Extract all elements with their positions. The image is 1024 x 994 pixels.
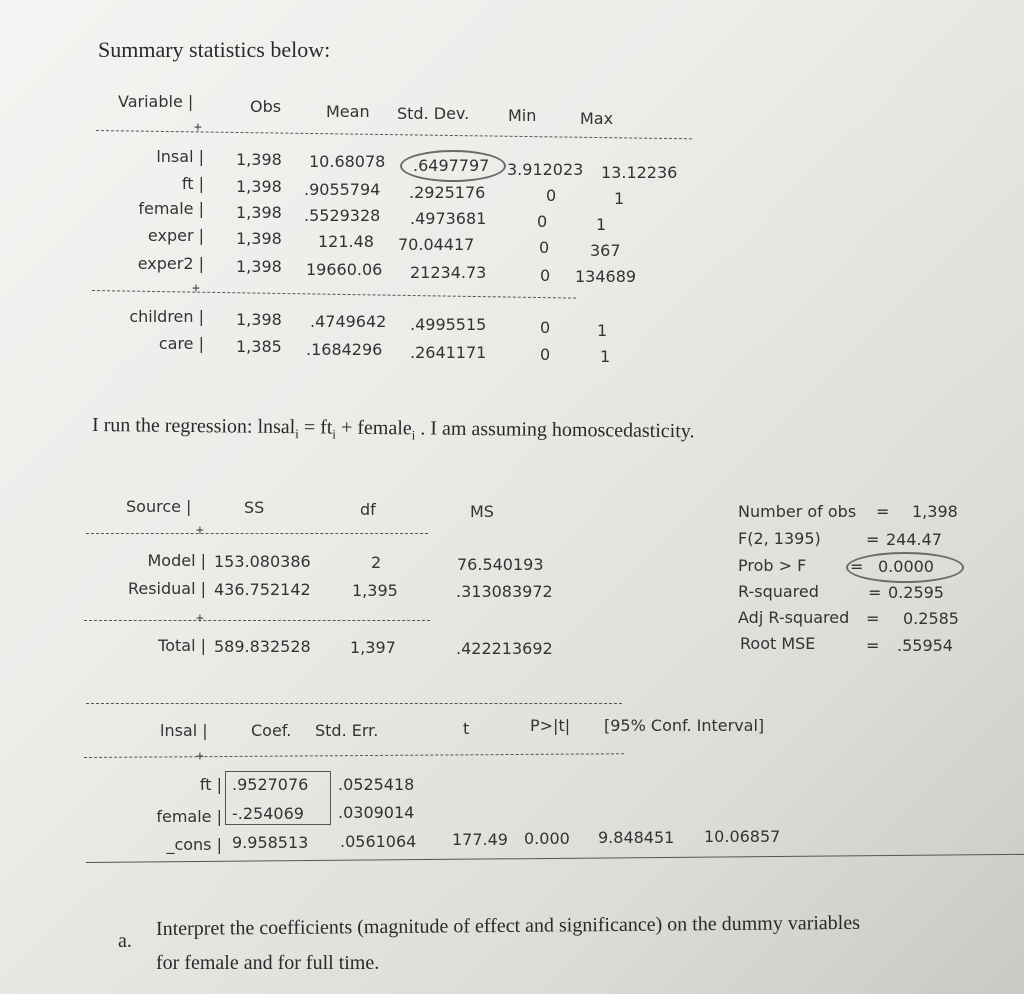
divider-plus: + [196,523,204,538]
table-cell: 0 [539,238,550,257]
table-row-label: exper2 | [137,254,204,273]
table-cell: 0.000 [524,829,570,848]
header-divider [86,533,428,534]
table-cell: .313083972 [456,582,553,601]
table-cell: 0 [546,186,557,205]
table-cell: 9.848451 [598,828,675,847]
table-cell: 0 [540,318,551,337]
table-cell: .2925176 [409,183,486,202]
stat-label: Adj R-squared [738,608,850,627]
question-label: a. [118,930,132,952]
col-header-stderr: Std. Err. [315,721,379,740]
table-cell: 153.080386 [214,552,311,571]
table-cell: 21234.73 [410,263,487,282]
divider-plus: + [194,120,202,135]
table-cell: 589.832528 [214,637,311,656]
table-cell: 9.958513 [232,833,309,852]
table-cell: 1,398 [236,203,282,222]
table-cell: .9527076 [232,775,309,794]
table-row-label: female | [156,807,222,826]
table-cell: .0561064 [340,832,417,851]
col-header-stddev: Std. Dev. [397,104,470,123]
group-divider [92,290,576,299]
stat-label: R-squared [738,582,819,601]
col-header-obs: Obs [250,97,282,116]
table-cell: .5529328 [304,206,381,225]
divider-plus: + [196,749,204,764]
table-cell: .0309014 [338,803,415,822]
table-cell: 1,385 [236,337,282,356]
table-cell: 121.48 [318,232,374,251]
stat-eq: = [866,530,880,549]
col-header-depvar: lnsal | [160,721,208,740]
table-cell: 177.49 [452,830,508,849]
table-row-label: lnsal | [156,147,204,166]
table-cell: 1 [596,215,607,234]
total-divider [84,620,430,621]
divider-plus: + [192,281,200,296]
circle-annotation [400,150,506,182]
table-cell: 436.752142 [214,580,311,599]
question-text-line1: Interpret the coefficients (magnitude of effect and significance) on the dummy variables [155,911,861,940]
page-heading: Summary statistics below: [98,37,331,62]
col-header-t: t [463,719,470,738]
col-header-source: Source | [126,497,192,516]
table-cell: .4749642 [310,312,387,331]
table-cell: 0 [537,212,548,231]
table-cell: 1 [614,189,625,208]
col-header-max: Max [580,109,614,128]
circle-annotation [846,552,964,583]
stat-eq: = [866,636,880,655]
table-cell: 1,398 [236,229,282,248]
table-row-label: exper | [147,226,204,245]
question-text-line2: for female and for full time. [156,952,380,974]
table-cell: 1,398 [236,150,282,169]
header-divider [84,753,624,758]
col-header-ss: SS [244,498,265,517]
top-rule [86,703,622,704]
divider-plus: + [196,611,204,626]
stat-eq: = [850,557,864,576]
col-header-coef: Coef. [251,721,292,740]
col-header-conf-interval: [95% Conf. Interval] [604,716,765,735]
stat-value: .55954 [897,636,953,655]
stat-eq: = [866,609,880,628]
col-header-ms: MS [470,502,494,521]
table-row-label: female | [138,199,204,218]
table-row-label: ft | [181,174,204,193]
table-cell: -.254069 [232,804,304,823]
table-cell: 70.04417 [398,235,475,254]
table-cell: 0 [540,345,551,364]
col-header-df: df [360,500,376,519]
header-divider [96,130,692,139]
table-row-label: Residual | [127,579,206,598]
table-row-label: children | [129,307,204,326]
table-cell: 367 [590,241,621,260]
col-header-mean: Mean [326,102,370,121]
stat-value: 0.2585 [903,609,959,628]
stat-eq: = [876,502,890,521]
table-cell: 1,397 [350,638,396,657]
col-header-pvalue: P>|t| [530,716,571,735]
table-row-label: care | [158,334,204,353]
table-cell: .4973681 [410,209,487,228]
stat-label: Number of obs [738,502,857,521]
stat-value: 0.2595 [888,583,944,602]
table-cell: 1,398 [236,177,282,196]
stat-label: F(2, 1395) [738,529,821,548]
col-header-variable: Variable | [118,92,194,111]
table-cell: 3.912023 [507,160,584,179]
stat-eq: = [868,583,882,602]
stat-label: Root MSE [740,634,816,653]
table-cell: .6497797 [413,156,490,175]
table-cell: 134689 [575,267,637,286]
stat-value: 244.47 [886,530,942,549]
regression-sentence: I run the regression: lnsal$_i$ = $ft_i$ + female$_i$ . I am assuming homoscedasticity. [91,414,695,443]
table-cell: 10.68078 [309,152,386,171]
table-cell: .4995515 [410,315,487,334]
table-cell: 13.12236 [601,163,678,182]
table-cell: 1,398 [236,257,282,276]
table-cell: .1684296 [306,340,383,359]
stat-value: 1,398 [912,502,958,521]
table-cell: 0 [540,266,551,285]
table-cell: 1 [600,347,611,366]
table-cell: .422213692 [456,639,553,658]
stat-label: Prob > F [738,556,807,575]
table-cell: 76.540193 [457,555,544,574]
table-cell: 2 [371,553,382,572]
table-cell: .9055794 [304,180,381,199]
table-row-label: _cons | [166,835,222,854]
table-cell: .2641171 [410,343,487,362]
table-row-label: Model | [147,551,206,570]
col-header-min: Min [508,106,537,125]
table-cell: 10.06857 [704,827,781,846]
stat-value: 0.0000 [878,557,934,576]
table-cell: .0525418 [338,775,415,794]
bottom-rule [86,854,1024,863]
table-cell: 1 [597,321,608,340]
table-cell: 1,398 [236,310,282,329]
hand-drawn-box [225,771,331,825]
table-cell: 19660.06 [306,260,383,279]
table-cell: 1,395 [352,581,398,600]
table-row-label: ft | [199,775,222,794]
table-row-label: Total | [158,636,206,655]
